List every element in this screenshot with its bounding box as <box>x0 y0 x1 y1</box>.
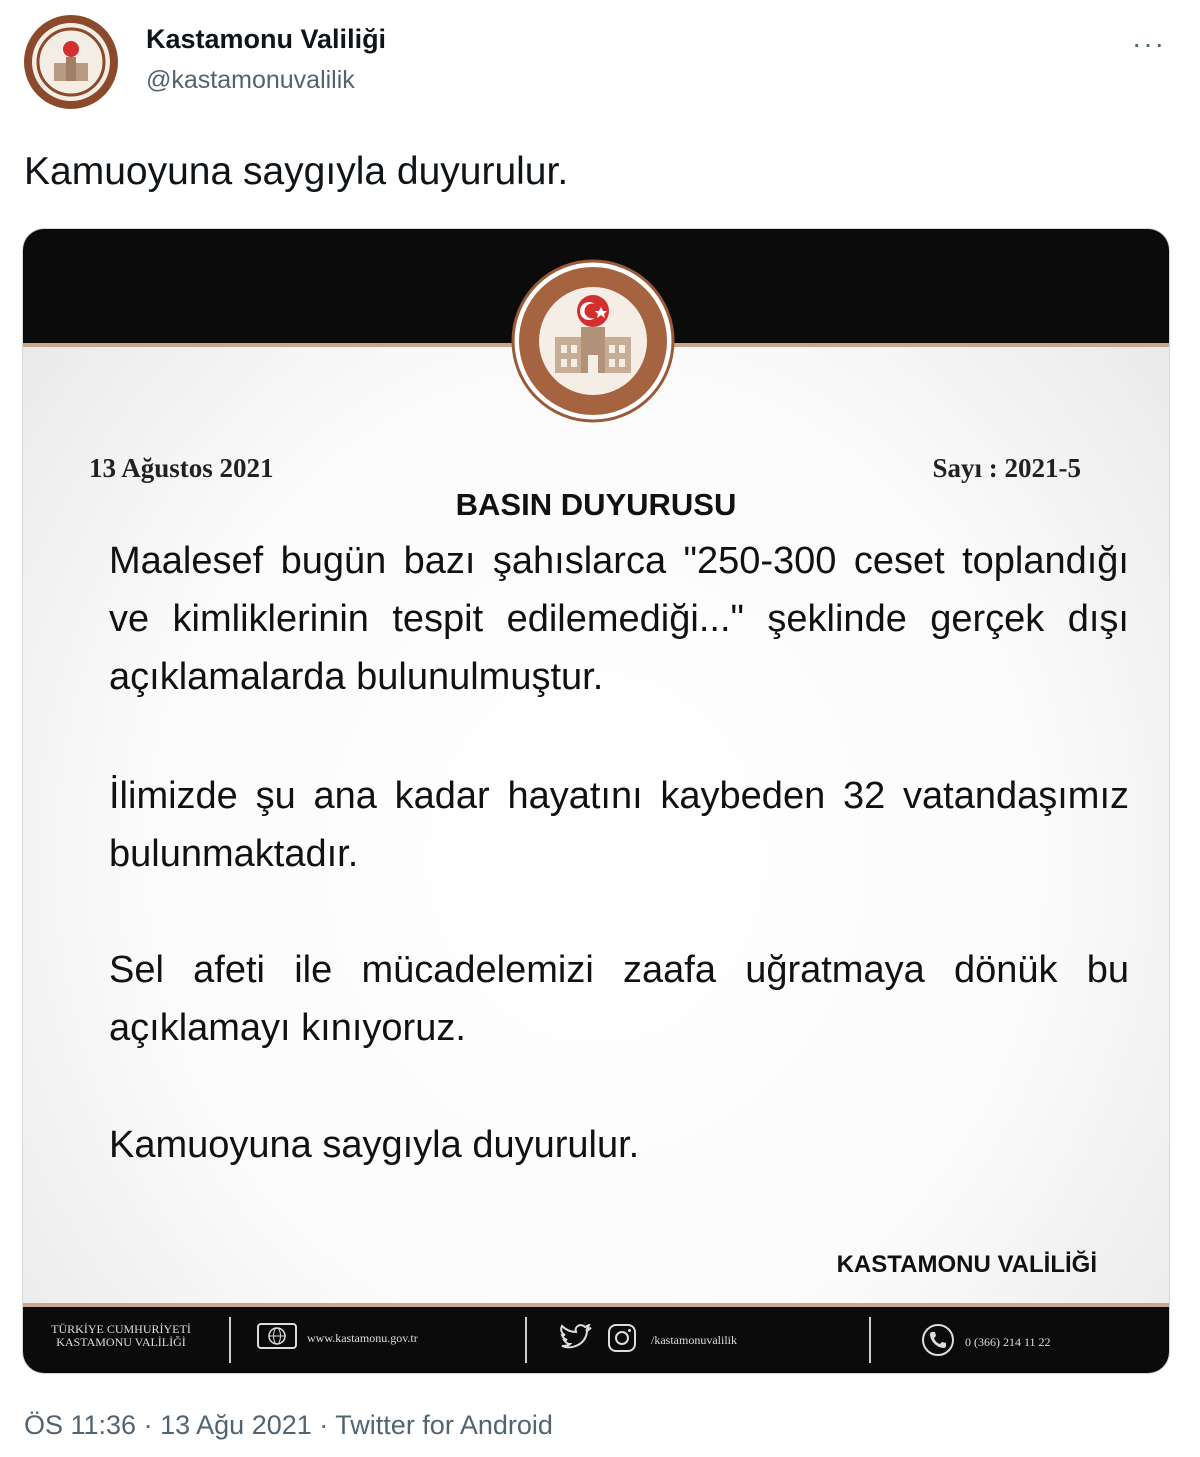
tweet-date[interactable]: 13 Ağu 2021 <box>160 1410 312 1440</box>
footer-org-line: TÜRKİYE CUMHURİYETİ <box>51 1322 191 1336</box>
seal-icon <box>511 259 675 423</box>
footer-website-text: www.kastamonu.gov.tr <box>307 1330 418 1345</box>
footer-divider <box>525 1317 527 1363</box>
instagram-icon <box>607 1323 637 1357</box>
tweet-source[interactable]: Twitter for Android <box>335 1410 553 1440</box>
phone-icon <box>921 1323 955 1361</box>
notice-signature: KASTAMONU VALİLİĞİ <box>836 1251 1097 1278</box>
account-avatar[interactable] <box>24 15 118 109</box>
footer-social-text: /kastamonuvalilik <box>651 1332 737 1347</box>
more-options-icon[interactable]: ··· <box>1132 28 1166 59</box>
notice-date: 13 Ağustos 2021 <box>89 453 274 483</box>
footer-divider <box>229 1317 231 1363</box>
footer-band <box>23 1303 1169 1373</box>
tweet-meta <box>24 1410 553 1441</box>
notice-paragraph: İlimizde şu ana kadar hayatını kaybeden 32 vatandaşımız bulunmaktadır. <box>109 775 1129 875</box>
footer-org-line: KASTAMONU VALİLİĞİ <box>56 1335 186 1349</box>
meta-separator: · <box>143 1410 153 1440</box>
tweet-image[interactable] <box>22 228 1170 1374</box>
notice-paragraph: Kamuoyuna saygıyla duyurulur. <box>109 1124 640 1166</box>
footer-divider <box>869 1317 871 1363</box>
tweet-text: Kamuoyuna saygıyla duyurulur. <box>24 150 569 193</box>
footer-phone-text: 0 (366) 214 11 22 <box>965 1334 1051 1349</box>
meta-separator: · <box>319 1410 329 1440</box>
footer-social <box>559 1323 737 1357</box>
notice-number: Sayı : 2021-5 <box>932 453 1081 483</box>
footer-website <box>257 1323 418 1353</box>
notice-title: BASIN DUYURUSU <box>455 487 737 522</box>
notice-paragraph: Maalesef bugün bazı şahıslarca "250-300 ceset toplandığı ve kimliklerinin tespit edilemediği..." şeklinde gerçek dışı açıklamalarda bulunulmuştur. <box>109 540 1129 698</box>
account-handle[interactable]: @kastamonuvalilik <box>146 66 355 94</box>
footer-org <box>51 1323 191 1349</box>
globe-icon <box>257 1323 297 1353</box>
account-name[interactable]: Kastamonu Valiliği <box>146 24 387 54</box>
footer-phone <box>921 1323 1051 1361</box>
government-seal-icon <box>32 23 110 101</box>
twitter-icon <box>559 1324 593 1356</box>
tweet-time[interactable]: ÖS 11:36 <box>24 1410 137 1440</box>
notice-paragraph: Sel afeti ile mücadelemizi zaafa uğratmaya dönük bu açıklamayı kınıyoruz. <box>109 949 1129 1049</box>
